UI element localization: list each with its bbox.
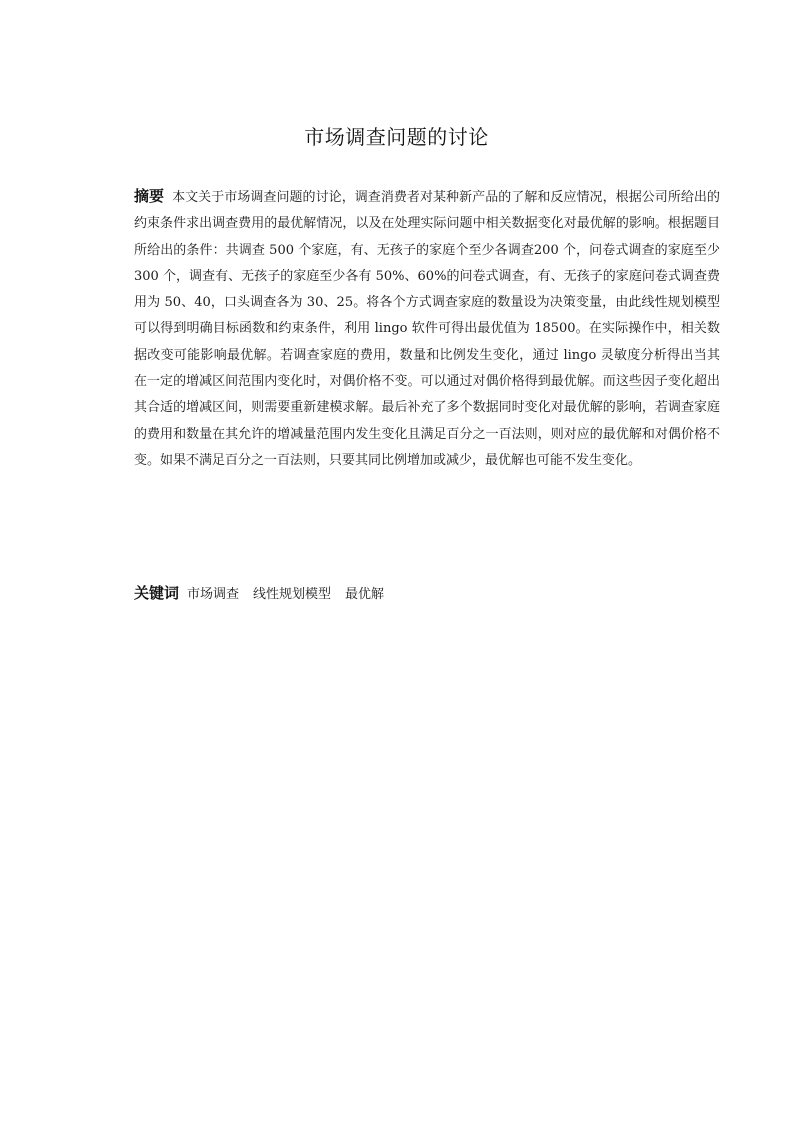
keyword-item: 最优解 bbox=[345, 587, 385, 602]
keyword-item: 线性规划模型 bbox=[253, 587, 332, 602]
keyword-item: 市场调查 bbox=[187, 587, 240, 602]
paper-title: 市场调查问题的讨论 bbox=[304, 125, 489, 149]
abstract-label: 摘要 bbox=[134, 187, 165, 205]
keywords-section bbox=[134, 580, 720, 608]
keywords-label: 关键词 bbox=[134, 584, 180, 602]
abstract-section bbox=[134, 183, 720, 474]
abstract-text: 本文关于市场调查问题的讨论，调查消费者对某种新产品的了解和反应情况，根据公司所给出的约束条件求出调查费用的最优解情况，以及在处理实际问题中相关数据变化对最优解的影响。根据题目所给出的条件：共调查 500 个家庭，有、无孩子的家庭个至少各调查200 个，问卷式调查的家庭至少 300 个，调查有、无孩子的家庭至少各有 50%、60%的问卷式调查，有、无孩子的家庭问卷式调查费用为 50、40，口头调查各为 30、25。将各个方式调查家庭的数量设为决策变量，由此线性规划模型可以得到明确目标函数和约束条件，利用 lingo 软件可得出最优值为 18500。在实际操作中，相关数据改变可能影响最优解。若调查家庭的费用，数量和比例发生变化，通过 lingo 灵敏度分析得出当其在一定的增减区间范围内变化时，对偶价格不变。可以通过对偶价格得到最优解。而这些因子变化超出其合适的增减区间，则需要重新建模求解。最后补充了多个数据同时变化对最优解的影响，若调查家庭的费用和数量在其允许的增减量范围内发生变化且满足百分之一百法则，则对应的最优解和对偶价格不变。如果不满足百分之一百法则，只要其同比例增加或减少，最优解也可能不发生变化。 bbox=[134, 190, 720, 468]
